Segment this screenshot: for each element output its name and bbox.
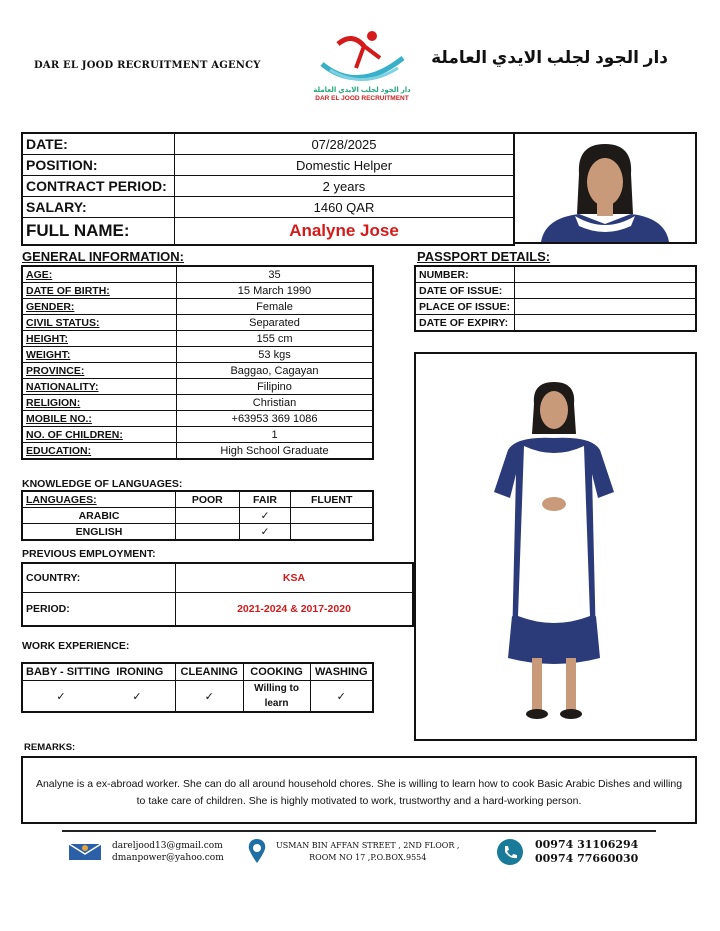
work-header-cleaning: CLEANING [176,663,244,681]
passport-title: PASSPORT DETAILS: [417,249,551,264]
address-line-1: USMAN BIN AFFAN STREET , 2ND FLOOR , [276,841,460,850]
position-label: POSITION: [22,155,175,176]
work-header-cooking: COOKING [243,663,310,681]
position-value: Domestic Helper [175,155,515,176]
footer-divider [62,830,656,832]
passport-row [415,315,696,332]
location-icon [246,838,268,869]
general-info-value: Christian [177,395,374,411]
employment-title: PREVIOUS EMPLOYMENT: [22,548,156,560]
contract-label: CONTRACT PERIOD: [22,176,175,197]
remarks-text: Analyne is a ex-abroad worker. She can do all around household chores. She is willing to learn how to cook Basic Arabic Dishes and willing to take care of children. She is highly motivated to work, trustworthy and a hard-working person. [21,756,697,824]
lang-name: ARABIC [22,508,176,524]
full-body-image [416,354,695,739]
lang-header-poor: POOR [176,491,240,508]
passport-label: NUMBER: [415,266,515,283]
lang-header-languages: LANGUAGES: [22,491,176,508]
agency-name-ar: دار الجود لجلب الايدي العاملة [431,48,668,67]
passport-row [415,266,696,283]
lang-header-fair: FAIR [239,491,291,508]
general-info-table [21,265,374,460]
general-info-label: MOBILE NO.: [22,411,177,427]
general-info-value: Filipino [177,379,374,395]
lang-header-fluent: FLUENT [291,491,373,508]
general-info-row [22,299,373,315]
general-info-value: High School Graduate [177,443,374,460]
lang-name: ENGLISH [22,524,176,541]
general-info-label: HEIGHT: [22,331,177,347]
contract-value: 2 years [175,176,515,197]
general-info-value: Separated [177,315,374,331]
work-header-ironing: IRONING [116,666,164,678]
general-info-label: PROVINCE: [22,363,177,379]
general-info-label: AGE: [22,266,177,283]
full-name-label: FULL NAME: [22,218,175,246]
full-body-photo [414,352,697,741]
logo-text-en: DAR EL JOOD RECRUITMENT [315,95,409,102]
email-icon [68,842,102,867]
footer-emails [112,840,224,864]
passport-label: DATE OF EXPIRY: [415,315,515,332]
general-info-value: 35 [177,266,374,283]
lang-fluent [291,508,373,524]
general-info-label: NATIONALITY: [22,379,177,395]
passport-row [415,283,696,299]
general-info-row [22,315,373,331]
general-info-row [22,347,373,363]
passport-value [515,299,697,315]
employment-table [21,562,414,627]
passport-value [515,283,697,299]
general-info-row [22,443,373,460]
work-title: WORK EXPERIENCE: [22,640,130,652]
passport-row [415,299,696,315]
languages-table [21,490,374,541]
passport-value [515,315,697,332]
work-value-babysitting: ✓ [22,681,99,713]
general-info-label: CIVIL STATUS: [22,315,177,331]
logo-text-ar: دار الجود لجلب الايدي العاملة [313,87,411,94]
date-label: DATE: [22,133,175,155]
general-info-row [22,266,373,283]
phone-1[interactable]: 00974 31106294 [535,838,639,851]
full-name-value: Analyne Jose [175,218,515,246]
passport-label: DATE OF ISSUE: [415,283,515,299]
general-info-value: 1 [177,427,374,443]
footer-phones [535,838,638,866]
passport-label: PLACE OF ISSUE: [415,299,515,315]
general-info-label: GENDER: [22,299,177,315]
agency-name-en: DAR EL JOOD RECRUITMENT AGENCY [34,60,261,71]
lang-poor [176,524,240,541]
phone-icon [496,838,524,871]
general-info-row [22,363,373,379]
country-value: KSA [176,563,414,593]
email-1[interactable]: dareljood13@gmail.com [112,841,223,851]
passport-table [414,265,697,332]
summary-table [21,132,515,246]
lang-fair: ✓ [239,508,291,524]
work-value-ironing: ✓ [99,681,176,713]
general-info-value: 155 cm [177,331,374,347]
date-value: 07/28/2025 [175,133,515,155]
general-info-row [22,427,373,443]
work-value-cleaning: ✓ [176,681,244,713]
general-info-row [22,411,373,427]
agency-logo [308,24,416,106]
passport-value [515,266,697,283]
general-info-label: DATE OF BIRTH: [22,283,177,299]
lang-fluent [291,524,373,541]
general-info-row [22,331,373,347]
general-info-label: RELIGION: [22,395,177,411]
general-info-row [22,379,373,395]
remarks-title: REMARKS: [24,742,76,753]
languages-title: KNOWLEDGE OF LANGUAGES: [22,478,183,490]
general-info-value: 53 kgs [177,347,374,363]
general-info-row [22,283,373,299]
salary-label: SALARY: [22,197,175,218]
portrait-image [515,134,695,242]
portrait-photo [515,132,697,244]
general-info-title: GENERAL INFORMATION: [22,249,185,264]
period-label: PERIOD: [22,593,176,627]
period-value: 2021-2024 & 2017-2020 [176,593,414,627]
address-line-2: ROOM NO 17 ,P.O.BOX.9554 [309,853,427,862]
general-info-value: +63953 369 1086 [177,411,374,427]
work-value-washing: ✓ [310,681,373,713]
work-value-cooking: Willing to learn [243,681,310,713]
lang-poor [176,508,240,524]
salary-value: 1460 QAR [175,197,515,218]
general-info-label: NO. OF CHILDREN: [22,427,177,443]
general-info-value: 15 March 1990 [177,283,374,299]
general-info-label: WEIGHT: [22,347,177,363]
work-header-babysitting-ironing [22,663,176,681]
lang-fair: ✓ [239,524,291,541]
general-info-row [22,395,373,411]
footer-address [276,840,459,864]
work-table [21,662,374,713]
general-info-value: Female [177,299,374,315]
general-info-value: Baggao, Cagayan [177,363,374,379]
general-info-label: EDUCATION: [22,443,177,460]
phone-2[interactable]: 00974 77660030 [535,852,639,865]
country-label: COUNTRY: [22,563,176,593]
logo-icon [308,24,416,86]
work-header-washing: WASHING [310,663,373,681]
work-header-babysitting: BABY - SITTING [26,666,111,678]
email-2[interactable]: dmanpower@yahoo.com [112,853,224,863]
